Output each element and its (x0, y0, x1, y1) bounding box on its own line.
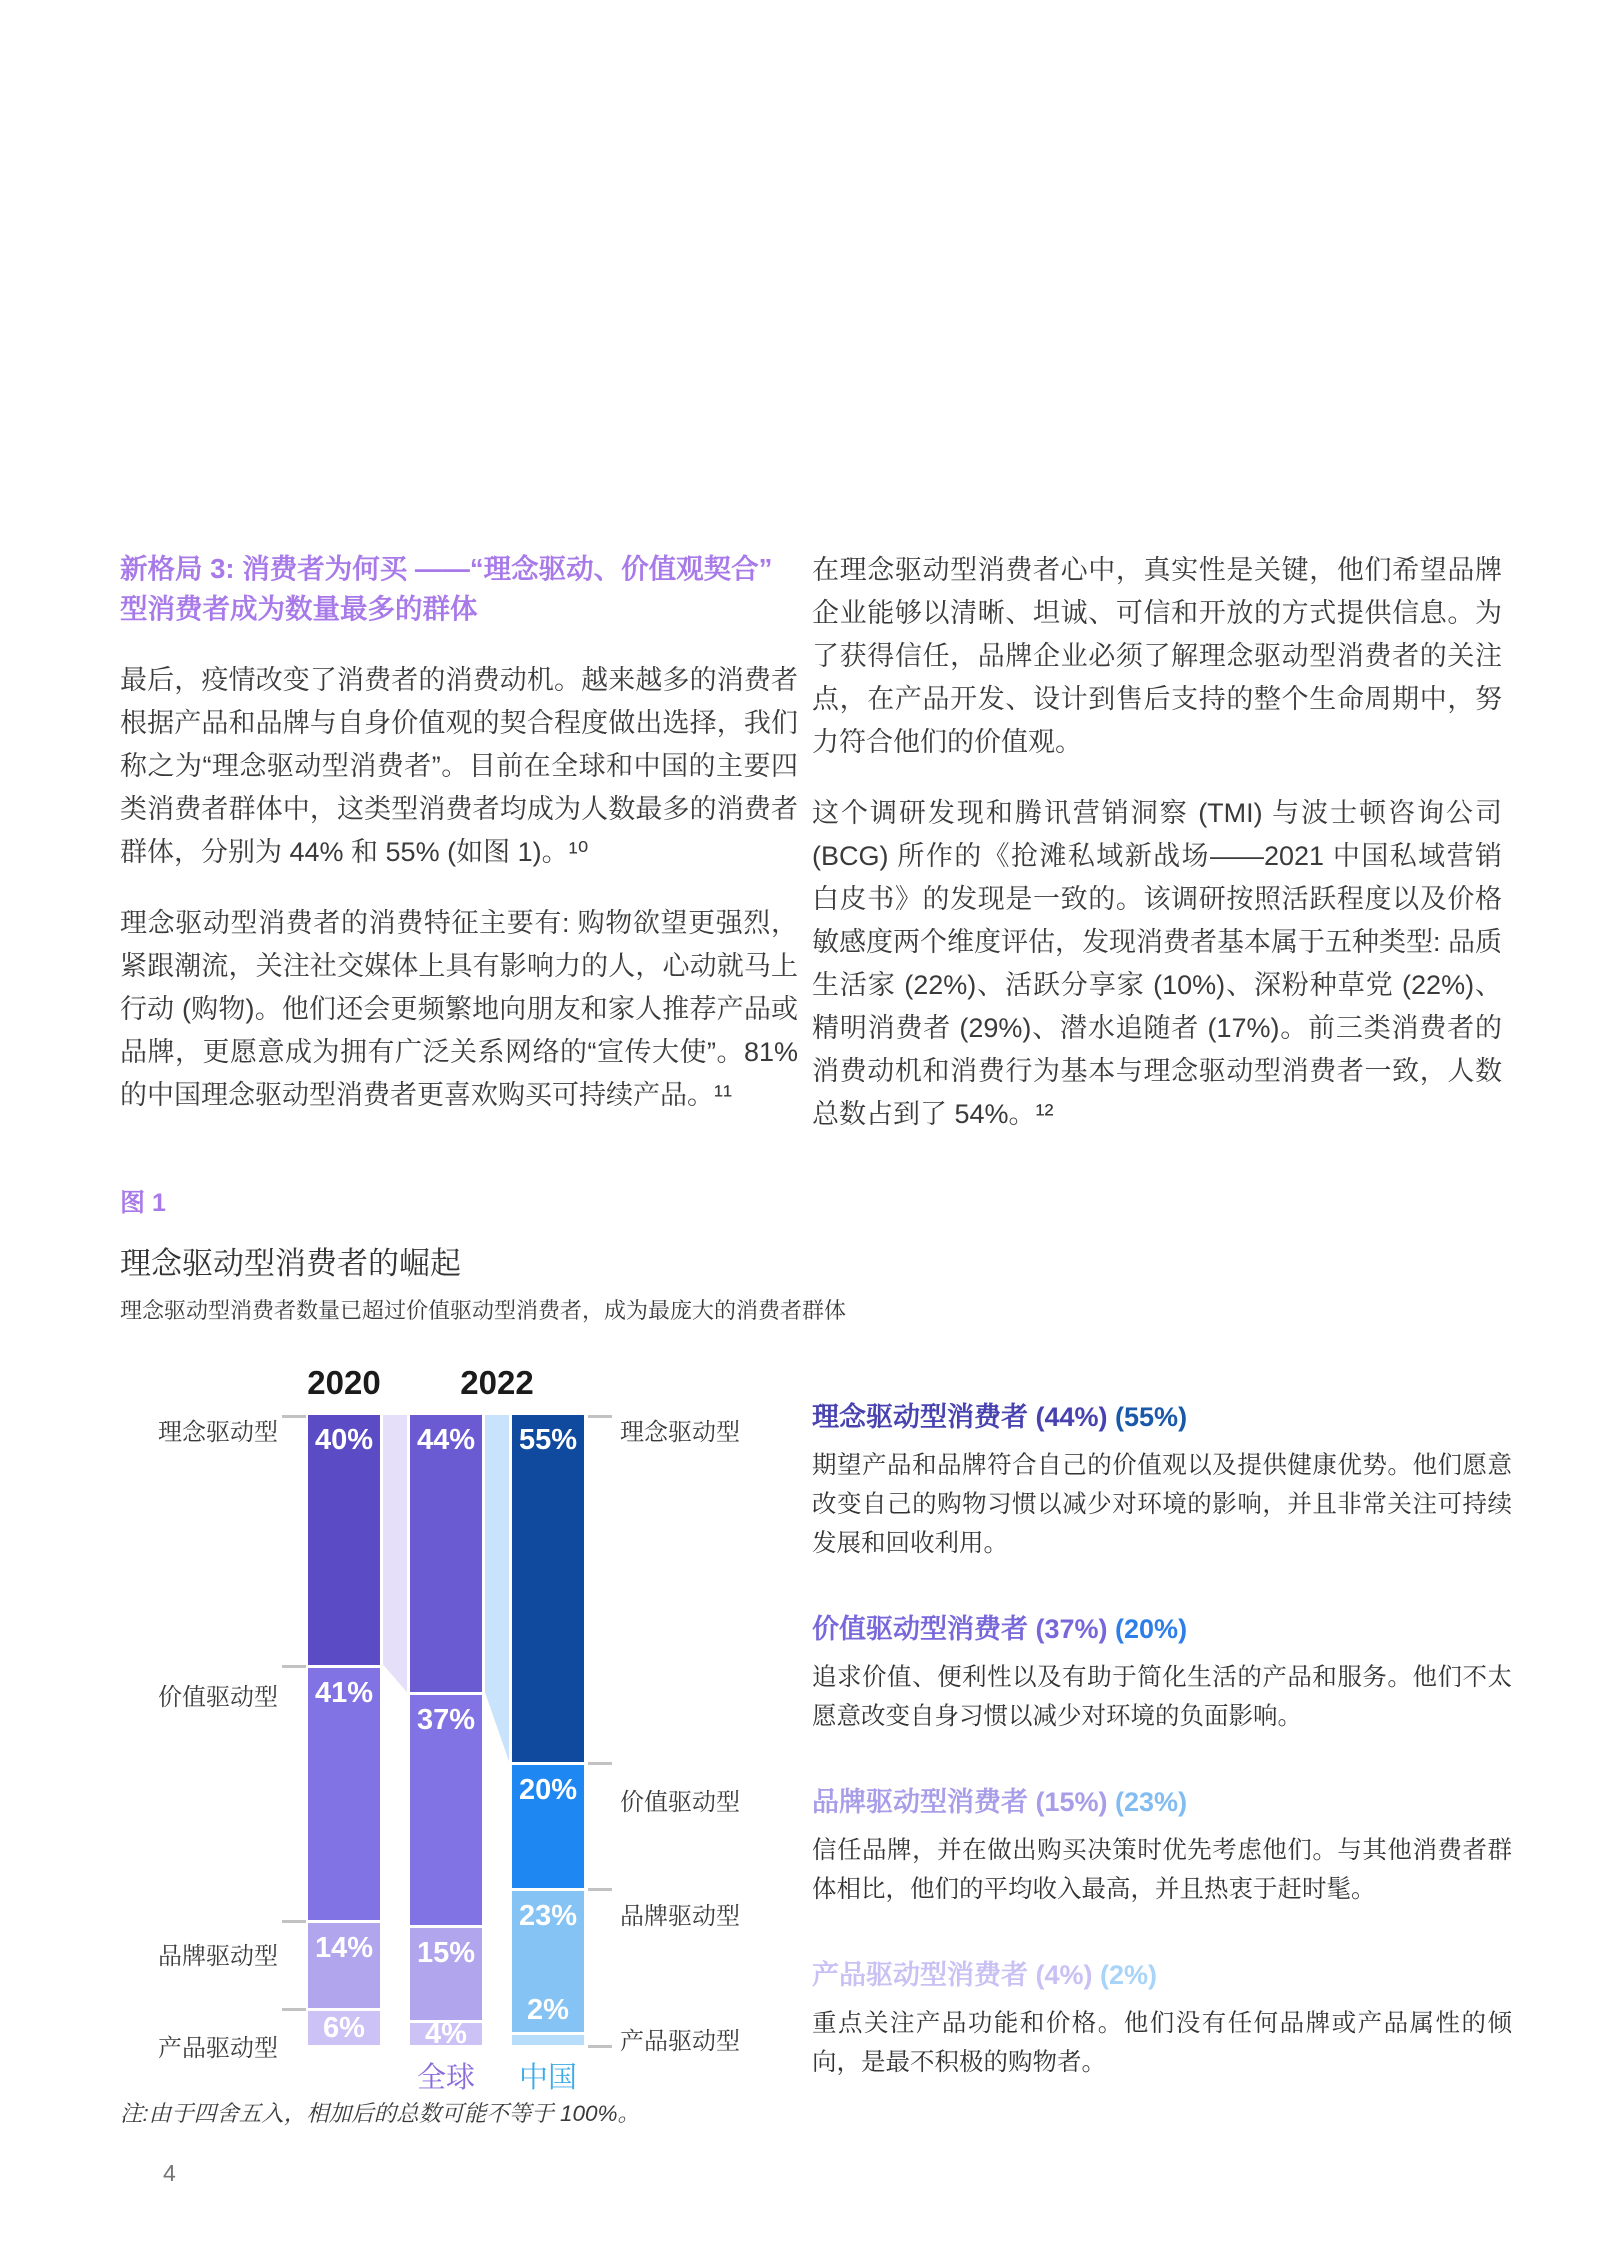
legend-china-pct: (23%) (1107, 1787, 1188, 1817)
bar-segment-value: 15% (416, 1937, 476, 1970)
axis-label-left-产品驱动型: 产品驱动型 (158, 2034, 278, 2062)
bar-segment-理念驱动型 (308, 1415, 380, 1665)
bar-segment-value: 37% (416, 1704, 476, 1737)
figure-subtitle: 理念驱动型消费者数量已超过价值驱动型消费者，成为最庞大的消费者群体 (120, 1298, 847, 1323)
bar-2020-全球 (308, 1415, 380, 2045)
bar-2022-全球 (410, 1415, 482, 2051)
bar-segment-价值驱动型 (308, 1665, 380, 1921)
bar-segment-value: 20% (518, 1773, 578, 1806)
region-footer-全球: 全球 (416, 2062, 476, 2094)
bar-segment-产品驱动型 (308, 2008, 380, 2045)
bar-segment-value: 55% (518, 1424, 578, 1456)
legend-item-1 (812, 1395, 1512, 1563)
bar-segment-value: 40% (314, 1424, 374, 1456)
bar-2022-中国 (512, 1415, 584, 2045)
axis-label-right-理念驱动型: 理念驱动型 (620, 1419, 740, 1446)
body-paragraph: 理念驱动型消费者的消费特征主要有: 购物欲望更强烈，紧跟潮流，关注社交媒体上具有影响力的人，心动就马上行动 (购物)。他们还会更频繁地向朋友和家人推荐产品或品牌，更愿意成为拥有广泛关系网络的“宣传大使”。81% 的中国理念驱动型消费者更喜欢购买可持续产品。¹¹ (120, 908, 798, 1110)
axis-label-left-理念驱动型: 理念驱动型 (158, 1419, 278, 1446)
legend-item-title (812, 1607, 1512, 1646)
axis-label-right-品牌驱动型: 品牌驱动型 (620, 1902, 740, 1930)
chart-footnote: 注:由于四舍五入，相加后的总数可能不等于 100%。 (120, 2101, 641, 2126)
bar-segment-产品驱动型 (512, 1994, 584, 2045)
legend-title-and-global-pct: 价值驱动型消费者 (37%) (812, 1614, 1108, 1644)
bar-segment-value: 23% (518, 1899, 578, 1932)
legend-china-pct: (20%) (1107, 1614, 1188, 1644)
axis-label-left-品牌驱动型: 品牌驱动型 (158, 1943, 278, 1971)
legend-item-title (812, 1780, 1512, 1819)
body-paragraph: 最后，疫情改变了消费者的消费动机。越来越多的消费者根据产品和品牌与自身价值观的契合程度做出选择，我们称之为“理念驱动型消费者”。目前在全球和中国的主要四类消费者群体中，这类型消费者均成为人数最多的消费者群体，分别为 44% 和 55% (如图 1)。¹⁰ (120, 665, 798, 867)
bar-segment-品牌驱动型 (308, 1920, 380, 2007)
bar-segment-value: 44% (416, 1424, 476, 1456)
bar-segment-理念驱动型 (512, 1415, 584, 1762)
bar-segment-value: 14% (314, 1932, 374, 1965)
axis-label-right-产品驱动型: 产品驱动型 (620, 2028, 740, 2055)
body-paragraph: 在理念驱动型消费者心中，真实性是关键，他们希望品牌企业能够以清晰、坦诚、可信和开放的方式提供信息。为了获得信任，品牌企业必须了解理念驱动型消费者的关注点，在产品开发、设计到售后支持的整个生命周期中，努力符合他们的价值观。 (812, 555, 1502, 757)
axis-tick-left (282, 2008, 306, 2011)
legend-item-4 (812, 1953, 1512, 2082)
axis-tick-right (588, 1415, 612, 1418)
axis-tick-left (282, 1920, 306, 1923)
year-header-2020: 2020 (307, 1364, 381, 1401)
legend-item-body: 信任品牌，并在做出购买决策时优先考虑他们。与其他消费者群体相比，他们的平均收入最高，并且热衷于赶时髦。 (812, 1837, 1512, 1903)
legend-china-pct: (2%) (1092, 1960, 1158, 1990)
legend-item-3 (812, 1780, 1512, 1909)
axis-tick-right (588, 1762, 612, 1765)
axis-tick-right (588, 2045, 612, 2048)
flow-connector-1 (383, 1415, 407, 2045)
legend-title-and-global-pct: 理念驱动型消费者 (44%) (812, 1402, 1108, 1432)
legend-item-body: 重点关注产品功能和价格。他们没有任何品牌或产品属性的倾向，是最不积极的购物者。 (812, 2010, 1512, 2076)
flow-connector-2 (485, 1415, 509, 2045)
legend-title-and-global-pct: 产品驱动型消费者 (4%) (812, 1960, 1093, 1990)
axis-tick-left (282, 1665, 306, 1668)
legend-item-title (812, 1953, 1512, 1992)
bar-segment-value: 41% (314, 1676, 374, 1709)
axis-tick-left (282, 1415, 306, 1418)
bar-segment-产品驱动型 (410, 2018, 482, 2051)
bar-segment-价值驱动型 (410, 1692, 482, 1925)
bar-segment-value: 4% (425, 2018, 467, 2051)
stacked-bar-chart (120, 1360, 910, 2140)
intro-left-column (120, 549, 798, 1145)
year-header-2022: 2022 (460, 1364, 534, 1401)
section-heading: 新格局 3: 消费者为何买 ——“理念驱动、价值观契合”型消费者成为数量最多的群体 (120, 553, 773, 624)
legend-item-body: 期望产品和品牌符合自己的价值观以及提供健康优势。他们愿意改变自己的购物习惯以减少对环境的影响，并且非常关注可持续发展和回收利用。 (812, 1452, 1512, 1557)
region-footer-中国: 中国 (518, 2062, 578, 2094)
bar-segment-value: 6% (323, 2012, 365, 2045)
page-number: 4 (163, 2160, 176, 2186)
legend-item-2 (812, 1607, 1512, 1736)
bar-segment-value: 2% (527, 1994, 569, 2027)
figure-label: 图 1 (120, 1189, 166, 1217)
legend-china-pct: (55%) (1107, 1402, 1188, 1432)
bar-segment-价值驱动型 (512, 1762, 584, 1888)
chart-legend (812, 1395, 1512, 2126)
figure-title: 理念驱动型消费者的崛起 (120, 1246, 461, 1281)
axis-label-left-价值驱动型: 价值驱动型 (158, 1683, 278, 1711)
axis-label-right-价值驱动型: 价值驱动型 (620, 1788, 740, 1816)
bar-segment-品牌驱动型 (410, 1925, 482, 2020)
intro-right-column (812, 549, 1502, 1164)
legend-title-and-global-pct: 品牌驱动型消费者 (15%) (812, 1787, 1108, 1817)
intro-left-paragraphs (120, 659, 798, 1117)
body-paragraph: 这个调研发现和腾讯营销洞察 (TMI) 与波士顿咨询公司 (BCG) 所作的《抢滩私域新战场——2021 中国私域营销白皮书》的发现是一致的。该调研按照活跃程度以及价格敏感度两个维度评估，发现消费者基本属于五种类型: 品质生活家 (22%)、活跃分享家 (10%)、深粉种草党 (22%)、精明消费者 (29%)、潜水追随者 (17%)。前三类消费者的消费动机和消费行为基本与理念驱动型消费者一致，人数总数占到了 54%。¹² (812, 798, 1503, 1129)
bar-segment-理念驱动型 (410, 1415, 482, 1692)
axis-tick-right (588, 1888, 612, 1891)
legend-item-body: 追求价值、便利性以及有助于简化生活的产品和服务。他们不太愿意改变自身习惯以减少对环境的负面影响。 (812, 1664, 1512, 1730)
legend-item-title (812, 1395, 1512, 1434)
